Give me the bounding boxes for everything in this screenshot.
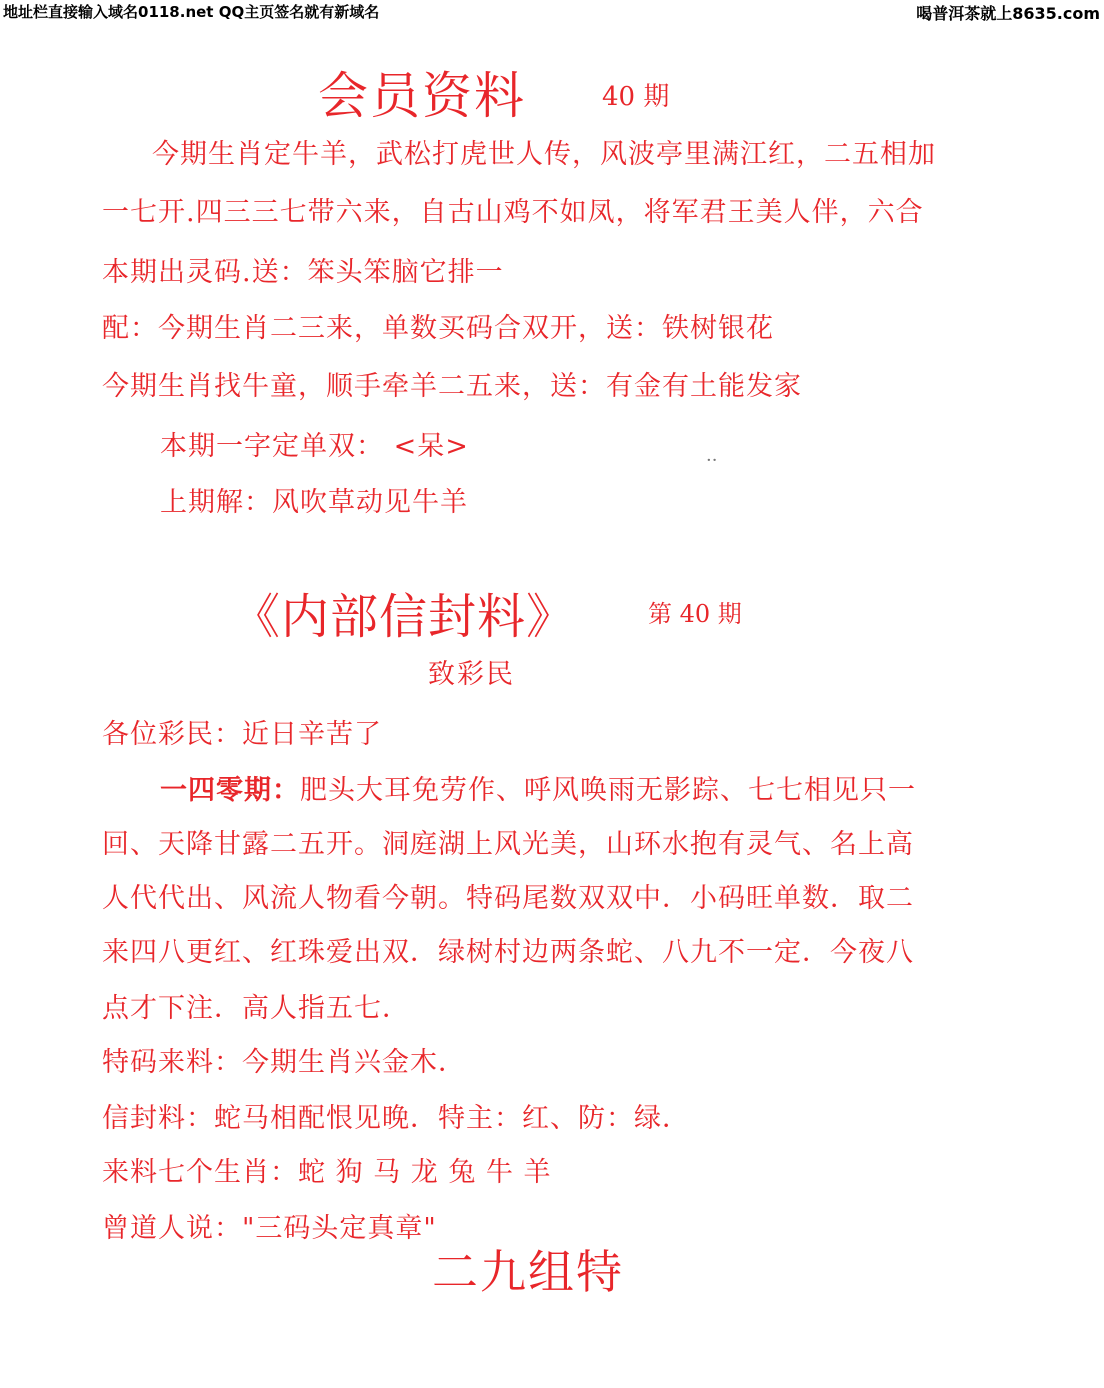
stray-mark: ·· (706, 450, 718, 471)
para-line (160, 768, 916, 807)
envelope-title: 《内部信封料》 (232, 589, 576, 645)
member-line: 本期一字定单双： <呆> (160, 431, 469, 462)
banner-left-text: 地址栏直接输入域名0118.net QQ主页签名就有新域名 (3, 3, 380, 21)
envelope-line: 信封料：蛇马相配恨见晚．特主：红、防：绿． (102, 1103, 690, 1134)
member-line: 今期生肖找牛童，顺手牵羊二五来，送：有金有土能发家 (102, 371, 802, 402)
envelope-period: 第 40 期 (648, 600, 742, 628)
member-title: 会员资料 (318, 67, 526, 125)
member-line: 今期生肖定牛羊，武松打虎世人传，风波亭里满江红，二五相加 (152, 139, 936, 170)
para-line: 回、天降甘露二五开。洞庭湖上风光美，山环水抱有灵气、名上高 (102, 829, 914, 860)
envelope-line: 曾道人说："三码头定真章" (102, 1213, 437, 1244)
footer-title: 二九组特 (432, 1245, 624, 1299)
envelope-subtitle: 致彩民 (428, 659, 515, 690)
para-line: 人代代出、风流人物看今朝。特码尾数双双中．小码旺单数．取二 (102, 883, 914, 914)
para-text: 肥头大耳免劳作、呼风唤雨无影踪、七七相见只一 (300, 775, 916, 806)
envelope-line: 特码来料：今期生肖兴金木． (102, 1047, 466, 1078)
member-line: 上期解：风吹草动见牛羊 (160, 487, 468, 518)
greeting: 各位彩民：近日辛苦了 (102, 719, 382, 750)
member-line: 配：今期生肖二三来，单数买码合双开，送：铁树银花 (102, 313, 774, 344)
para-line: 来四八更红、红珠爱出双．绿树村边两条蛇、八九不一定．今夜八 (102, 937, 914, 968)
banner-right-text: 喝普洱茶就上8635.com (916, 4, 1100, 23)
para-line: 点才下注．高人指五七． (102, 993, 410, 1024)
envelope-line: 来料七个生肖：蛇 狗 马 龙 兔 牛 羊 (102, 1157, 552, 1188)
member-period: 40 期 (602, 82, 670, 112)
member-line: 本期出灵码.送：笨头笨脑它排一 (102, 257, 504, 288)
lead-text: 一四零期： (160, 775, 300, 806)
top-banner (0, 0, 1104, 22)
member-line: 一七开.四三三七带六来，自古山鸡不如凤，将军君王美人伴，六合 (102, 197, 924, 228)
